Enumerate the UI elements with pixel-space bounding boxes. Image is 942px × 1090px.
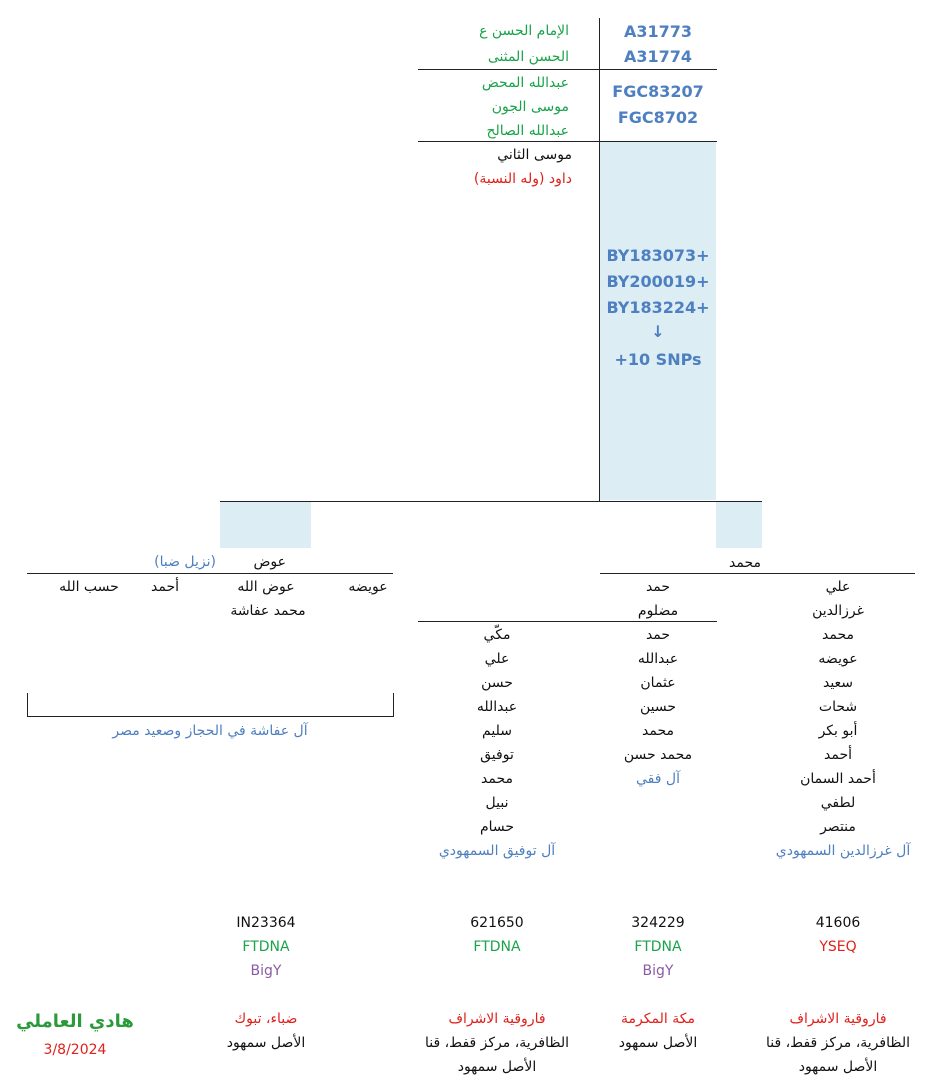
top-divider-2 xyxy=(418,141,717,142)
kit-origin-place: فاروقية الاشراف xyxy=(789,1011,887,1027)
left-child: عويضه xyxy=(348,579,388,595)
family-label-afasha: آل عفاشة في الحجاز وصعيد مصر xyxy=(112,723,308,739)
left-children-line xyxy=(27,573,393,574)
ancestor-name: الإمام الحسن ع xyxy=(479,23,569,39)
ancestor-name: الحسن المثنى xyxy=(487,49,569,65)
lineage-name: حمد xyxy=(645,579,671,595)
kit-origin: الأصل سمهود xyxy=(226,1035,306,1051)
lineage-name: حسن xyxy=(481,675,513,691)
left-child: عوض الله xyxy=(237,579,295,595)
lineage-name: علي xyxy=(484,651,510,667)
kit-origin: الأصل سمهود xyxy=(798,1059,878,1075)
kit-test: BigY xyxy=(642,963,674,979)
kit-id: 324229 xyxy=(631,915,685,931)
lineage-name: سليم xyxy=(482,723,512,739)
kit-lab: FTDNA xyxy=(242,939,290,955)
lineage-name: علي xyxy=(825,579,851,595)
lineage-name: محمد xyxy=(481,771,513,787)
down-arrow-icon: ↓ xyxy=(651,322,665,341)
kit-lab: YSEQ xyxy=(819,939,857,955)
lineage-name: عبدالله xyxy=(637,651,679,667)
author-name: هادي العاملي xyxy=(16,1011,134,1032)
right-branch-shade xyxy=(716,502,762,548)
lineage-name: حسام xyxy=(479,819,515,835)
left-child: حسب الله xyxy=(59,579,119,595)
lineage-name: عثمان xyxy=(640,675,676,691)
ancestor-name: عبدالله المحض xyxy=(481,75,569,91)
snp-label: A31773 xyxy=(623,22,693,41)
mid-sub-line xyxy=(418,621,717,622)
top-divider-1 xyxy=(418,69,717,70)
branch-head-awad: عوض xyxy=(253,554,286,570)
lineage-name: حمد xyxy=(645,627,671,643)
kit-origin: الأصل سمهود xyxy=(457,1059,537,1075)
kit-lab: FTDNA xyxy=(634,939,682,955)
branch-note: (نزيل ضبا) xyxy=(154,554,216,570)
lineage-name: عبدالله xyxy=(476,699,518,715)
right-children-line xyxy=(600,573,915,574)
lineage-name: حسين xyxy=(639,699,677,715)
family-label-ghorzeldin: آل غرزالدين السمهودي xyxy=(775,843,911,859)
lineage-name: محمد xyxy=(822,627,854,643)
snp-label: BY183224+ xyxy=(606,298,710,317)
lineage-name: غرزالدين xyxy=(812,603,864,619)
snp-label: BY183073+ xyxy=(606,246,710,265)
ancestor-name: عبدالله الصالح xyxy=(486,123,569,139)
lineage-name: أحمد السمان xyxy=(800,771,876,787)
kit-origin-place: فاروقية الاشراف xyxy=(448,1011,546,1027)
snp-label: BY200019+ xyxy=(606,272,710,291)
lineage-name: شحات xyxy=(818,699,858,715)
branch-horizontal-line xyxy=(220,501,762,502)
lineage-name: محمد حسن xyxy=(623,747,693,763)
lineage-name: لطفي xyxy=(820,795,856,811)
lineage-name: أبو بكر xyxy=(818,723,858,739)
kit-origin: الظافرية، مركز قفط، قنا xyxy=(425,1035,569,1051)
kit-origin-place: ضباء، تبوك xyxy=(234,1011,298,1027)
kit-lab: FTDNA xyxy=(473,939,521,955)
family-label-faqi: آل فقي xyxy=(636,771,680,787)
kit-origin: الأصل سمهود xyxy=(618,1035,698,1051)
left-bracket-right xyxy=(393,693,394,717)
kit-origin: الظافرية، مركز قفط، قنا xyxy=(766,1035,910,1051)
snp-label: FGC83207 xyxy=(612,82,704,101)
left-branch-shade xyxy=(220,502,311,548)
left-child: أحمد xyxy=(151,579,179,595)
ancestor-name: موسى الثاني xyxy=(497,147,572,163)
left-bracket-left xyxy=(27,693,28,717)
left-sub-child: محمد عفاشة xyxy=(230,603,306,619)
family-label-tawfiq: آل توفيق السمهودي xyxy=(438,843,556,859)
snp-label: FGC8702 xyxy=(617,108,699,127)
lineage-name: سعيد xyxy=(822,675,854,691)
lineage-name: مكّي xyxy=(483,627,511,643)
lineage-name: أحمد xyxy=(824,747,852,763)
lineage-name: عويضه xyxy=(818,651,858,667)
kit-id: 41606 xyxy=(815,915,861,931)
ancestor-name-nasab: داود (وله النسبة) xyxy=(473,171,572,187)
kit-origin-place: مكة المكرمة xyxy=(621,1011,695,1027)
author-date: 3/8/2024 xyxy=(43,1042,107,1058)
snp-column-shade xyxy=(600,142,716,500)
lineage-name: توفيق xyxy=(480,747,514,763)
kit-id: 621650 xyxy=(470,915,524,931)
kit-id: IN23364 xyxy=(236,915,296,931)
snp-label: +10 SNPs xyxy=(614,350,702,369)
lineage-name: مضلوم xyxy=(637,603,679,619)
lineage-name: نبيل xyxy=(485,795,509,811)
left-bracket-bottom xyxy=(27,716,394,717)
ancestor-name: موسى الجون xyxy=(491,99,569,115)
kit-test: BigY xyxy=(250,963,282,979)
lineage-name: محمد xyxy=(642,723,674,739)
snp-label: A31774 xyxy=(623,47,693,66)
lineage-name: منتصر xyxy=(820,819,856,835)
branch-head-muhammad: محمد xyxy=(729,555,761,571)
